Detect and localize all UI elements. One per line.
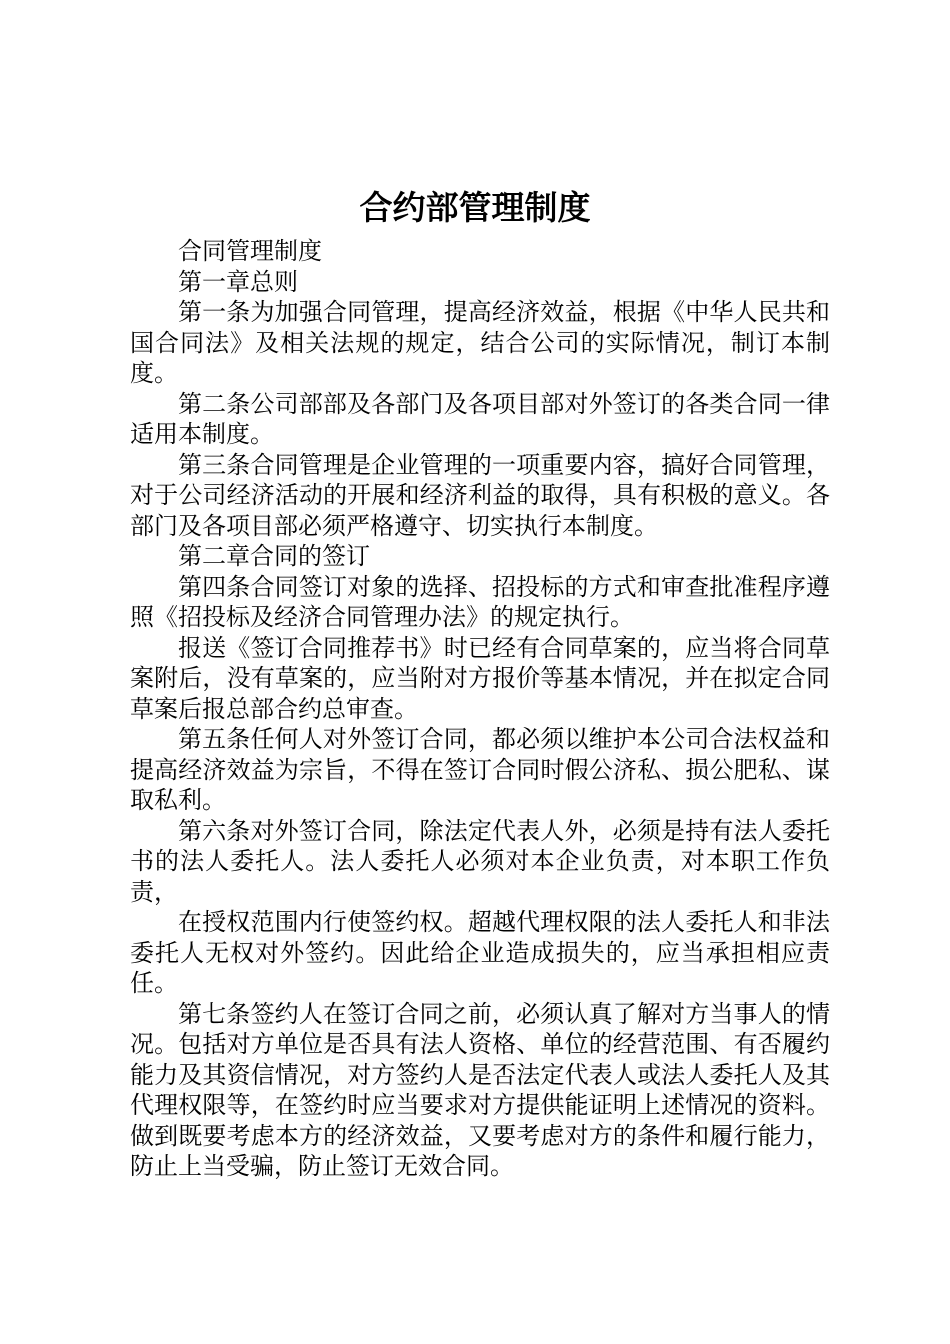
paragraph-authorization: 在授权范围内行使签约权。超越代理权限的法人委托人和非法委托人无权对外签约。因此给企业造成损失的，应当承担相应责任。 <box>130 908 830 997</box>
paragraph-article-1: 第一条为加强合同管理，提高经济效益，根据《中华人民共和国合同法》及相关法规的规定，结合公司的实际情况，制订本制度。 <box>130 298 830 387</box>
paragraph-chapter-2: 第二章合同的签订 <box>178 542 370 570</box>
paragraph-subtitle: 合同管理制度 <box>178 237 322 265</box>
document-title: 合约部管理制度 <box>359 188 591 227</box>
document-body <box>130 236 830 1182</box>
paragraph-article-4: 第四条合同签订对象的选择、招投标的方式和审查批准程序遵照《招投标及经济合同管理办法》的规定执行。 <box>130 572 830 631</box>
paragraph-article-5: 第五条任何人对外签订合同，都必须以维护本公司合法权益和提高经济效益为宗旨，不得在签订合同时假公济私、损公肥私、谋取私利。 <box>130 725 830 814</box>
paragraph-article-3: 第三条合同管理是企业管理的一项重要内容，搞好合同管理，对于公司经济活动的开展和经济利益的取得，具有积极的意义。各部门及各项目部必须严格遵守、切实执行本制度。 <box>130 450 830 540</box>
paragraph-chapter-1: 第一章总则 <box>178 267 298 296</box>
paragraph-recommendation: 报送《签订合同推荐书》时已经有合同草案的，应当将合同草案附后，没有草案的，应当附对方报价等基本情况，并在拟定合同草案后报总部合约总审查。 <box>130 633 830 723</box>
paragraph-article-2: 第二条公司部部及各部门及各项目部对外签订的各类合同一律适用本制度。 <box>130 389 830 448</box>
paragraph-article-6: 第六条对外签订合同，除法定代表人外，必须是持有法人委托书的法人委托人。法人委托人必须对本企业负责，对本职工作负责， <box>130 816 830 906</box>
paragraph-article-7: 第七条签约人在签订合同之前，必须认真了解对方当事人的情况。包括对方单位是否具有法人资格、单位的经营范围、有否履约能力及其资信情况，对方签约人是否法定代表人或法人委托人及其代理权限等，在签约时应当要求对方提供能证明上述情况的资料。做到既要考虑本方的经济效益，又要考虑对方的条件和履行能力，防止上当受骗，防止签订无效合同。 <box>130 999 830 1180</box>
